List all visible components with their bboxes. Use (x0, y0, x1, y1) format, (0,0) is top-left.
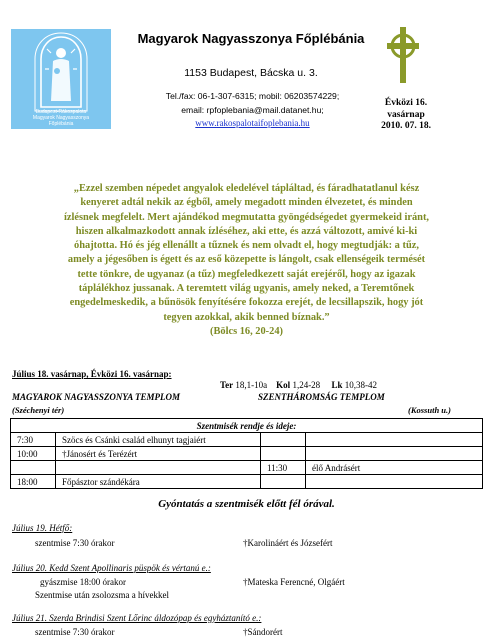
scripture-quote (20, 182, 473, 339)
quote-line: tegyen azokkal, akik benned bíznak.” (163, 311, 330, 323)
reading-book: Lk (331, 380, 343, 390)
mass-time: 18:00 (11, 475, 56, 489)
table-row (11, 433, 483, 447)
parish-phone: Tel./fax: 06-1-307-6315; mobil: 06203574229; (165, 91, 340, 101)
parish-title: Magyarok Nagyasszonya Főplébánia (137, 31, 365, 46)
mass-time (261, 433, 306, 447)
table-header: Szentmisék rendje és ideje: (11, 419, 483, 433)
weekday-heading: Július 19. Hétfő: (12, 523, 73, 533)
quote-line: óhajtotta. Hó és jég ellenállt a tűznek és nem olvadt el, hogy megtudják: a tűz, (74, 240, 419, 252)
quote-line: „Ezzel szemben népedet angyalok eledelével tápláltad, és fáradhatatlanul kész (73, 183, 420, 194)
parish-address: 1153 Budapest, Bácska u. 3. (184, 67, 318, 79)
quote-line: táplálékhoz jussanak. A teremtett világ ugyanis, amely neked, a Teremtőnek (78, 283, 415, 295)
date-box-line: 2010. 07. 18. (381, 121, 431, 131)
logo-text-line: Főplébánia (48, 121, 74, 127)
table-header-row (11, 419, 483, 433)
mass-intent (306, 433, 483, 447)
mass-intent: Szöcs és Csánki család elhunyt tagjaiért (56, 433, 261, 447)
weekday-extra: Szentmise után zsolozsma a hívekkel (35, 590, 169, 600)
quote-line: kenyeret adtál nekik az égből, amely megadott minden élvezetet, és minden (80, 197, 413, 209)
parish-logo (11, 29, 111, 129)
weekday-heading: Július 20. Kedd Szent Apollinaris püspök és vértanú e.: (12, 563, 211, 573)
date-box-line: Évközi 16. (384, 98, 428, 108)
sunday-readings (220, 380, 377, 390)
quote-line: engedelmeskedik, a bűnösök fenyítésére fokozza erejét, de lecsillapszik, hogy jót (69, 297, 424, 309)
reading-book: Kol (276, 380, 291, 390)
cross-icon (383, 27, 423, 83)
church-name-left: MAGYAROK NAGYASSZONYA TEMPLOM (12, 392, 181, 402)
mass-time (261, 447, 306, 461)
weekday-intent: †Mateska Ferencné, Olgáért (243, 577, 345, 587)
mass-intent (306, 447, 483, 461)
weekday-mass: gyászmise 18:00 órakor (40, 577, 126, 587)
mass-intent: Főpásztor szándékára (56, 475, 261, 489)
quote-line: ízlésnek megfelelt. Mert ajándékod megmutatta gyöngédségedet gyermekeid iránt, (63, 211, 430, 223)
weekday-heading: Július 21. Szerda Brindisi Szent Lőrinc áldozópap és egyháztanító e.: (12, 613, 262, 623)
table-row (11, 447, 483, 461)
quote-line: tette tönkre, de ugyanaz (a tűz) megfeledkezett saját erejéről, hogy az igazak (77, 268, 416, 280)
church-location-left: (Széchenyi tér) (12, 405, 65, 415)
reading-ref: 10,38-42 (344, 380, 377, 390)
weekday-intent: †Sándorért (243, 627, 283, 637)
parish-email: email: rpfoplebania@mail.datanet.hu; (181, 105, 324, 115)
quote-line: amely a jégesőben is égett és az eső közepette is lángolt, csak ellenségeik termését (67, 254, 426, 266)
table-row (11, 461, 483, 475)
parish-website-link[interactable]: www.rakospalotaifoplebania.hu (195, 118, 310, 128)
weekday-intent: †Karolináért és Józsefért (243, 538, 333, 548)
reading-book: Ter (220, 380, 234, 390)
weekday-mass: szentmise 7:30 órakor (35, 627, 115, 637)
church-name-right: SZENTHÁROMSÁG TEMPLOM (258, 392, 385, 402)
reading-ref: 18,1-10a (235, 380, 268, 390)
mass-time (11, 461, 56, 475)
mass-intent: élő Andrásért (306, 461, 483, 475)
quote-line: hiszen alkalmazkodott annak ízléséhez, aki ette, és azzá változott, amivé ki-ki (75, 225, 418, 237)
date-box (376, 98, 436, 133)
mass-intent (306, 475, 483, 489)
mass-intent (56, 461, 261, 475)
mass-time (261, 475, 306, 489)
reading-ref: 1,24-28 (292, 380, 321, 390)
church-location-right: (Kossuth u.) (408, 405, 451, 415)
mass-time: 11:30 (261, 461, 306, 475)
confession-note: Gyóntatás a szentmisék előtt fél órával. (158, 498, 335, 510)
mass-time: 7:30 (11, 433, 56, 447)
mass-time: 10:00 (11, 447, 56, 461)
table-row (11, 475, 483, 489)
logo-text-line: Budapest-Rákospalota (35, 109, 87, 115)
sunday-date-line: Július 18. vasárnap, Évközi 16. vasárnap: (12, 369, 172, 379)
date-box-line: vasárnap (387, 109, 425, 120)
quote-reference: (Bölcs 16, 20-24) (209, 325, 283, 337)
mass-schedule-table (10, 418, 483, 489)
weekday-mass: szentmise 7:30 órakor (35, 538, 115, 548)
logo-text-line: Magyarok Nagyasszonya (32, 115, 90, 121)
mass-intent: †Jánosért és Terézért (56, 447, 261, 461)
